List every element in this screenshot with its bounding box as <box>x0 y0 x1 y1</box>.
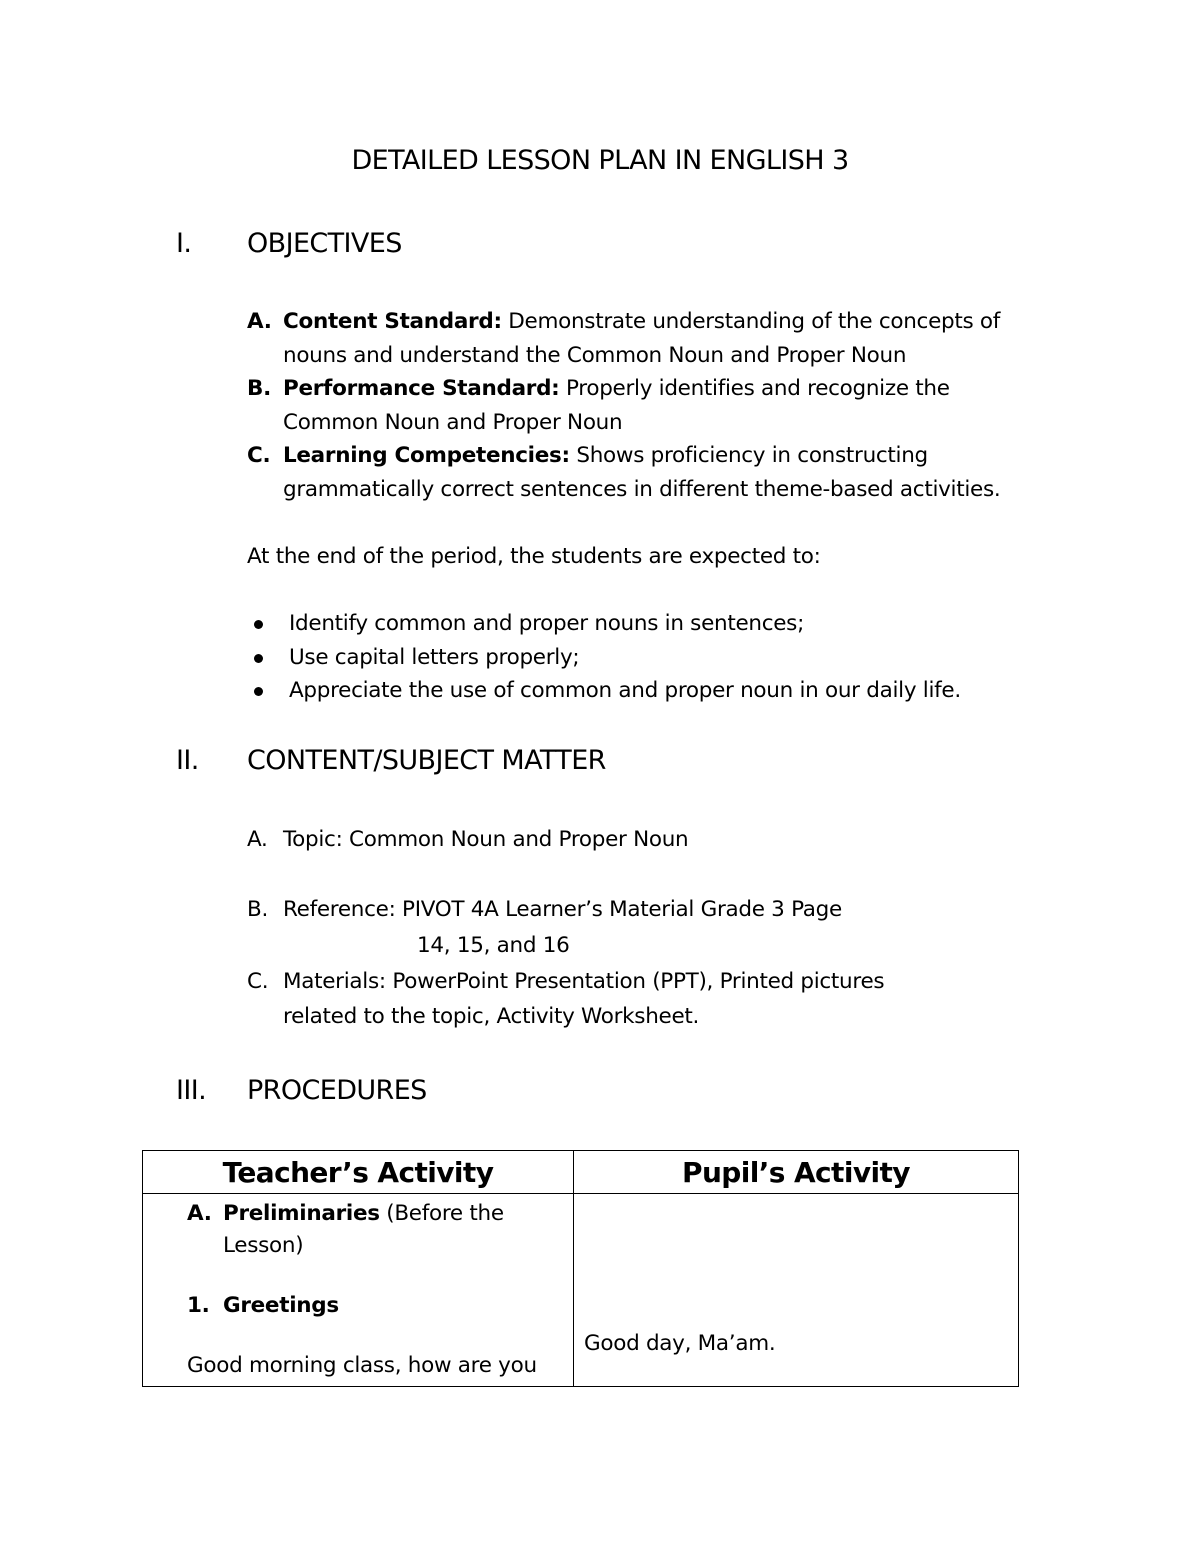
bullet-icon <box>254 687 263 696</box>
pupil-activity-cell <box>574 1194 1019 1387</box>
section-1-title: OBJECTIVES <box>247 228 402 259</box>
subject-topic-label: A. <box>247 827 268 852</box>
section-3-numeral: III. <box>176 1075 207 1106</box>
content-standard-text: Demonstrate understanding of the concepts of <box>501 309 1001 334</box>
learning-competencies <box>247 439 1067 507</box>
procedures-table <box>142 1150 1019 1387</box>
greetings-label: 1. <box>187 1293 210 1318</box>
learning-competencies-text-cont: grammatically correct sentences in different theme-based activities. <box>283 477 1001 502</box>
content-standard <box>247 305 1067 373</box>
content-standard-text-cont: nouns and understand the Common Noun and Proper Noun <box>283 343 907 368</box>
preliminaries-text: (Before the <box>379 1201 504 1226</box>
objective-bullet-1: Identify common and proper nouns in sentences; <box>289 611 805 636</box>
bullet-icon <box>254 654 263 663</box>
bullet-icon <box>254 620 263 629</box>
learning-competencies-term: Learning Competencies: <box>283 443 570 468</box>
subject-topic <box>247 823 1067 857</box>
learning-competencies-label: C. <box>247 443 271 468</box>
teacher-greeting-text: Good morning class, how are you <box>187 1353 537 1378</box>
subject-materials <box>247 965 1067 1035</box>
pupil-activity-header: Pupil’s Activity <box>574 1151 1019 1194</box>
preliminaries-text-cont: Lesson) <box>223 1233 304 1258</box>
table-row <box>143 1194 1019 1387</box>
subject-materials-text-cont: related to the topic, Activity Worksheet. <box>283 1004 700 1029</box>
performance-standard-text: Properly identifies and recognize the <box>559 376 950 401</box>
preliminaries-term: Preliminaries <box>223 1201 380 1226</box>
objectives-intro: At the end of the period, the students are expected to: <box>247 544 821 569</box>
section-3-title: PROCEDURES <box>247 1075 427 1106</box>
content-standard-term: Content Standard: <box>283 309 502 334</box>
content-standard-label: A. <box>247 309 272 334</box>
performance-standard-text-cont: Common Noun and Proper Noun <box>283 410 623 435</box>
subject-materials-label: C. <box>247 969 269 994</box>
teacher-activity-cell <box>143 1194 574 1387</box>
preliminaries-label: A. <box>187 1201 212 1226</box>
pupil-response-text: Good day, Ma’am. <box>584 1331 776 1356</box>
subject-materials-text: Materials: PowerPoint Presentation (PPT), Printed pictures <box>283 969 885 994</box>
learning-competencies-text: Shows proficiency in constructing <box>569 443 928 468</box>
table-header-row <box>143 1151 1019 1194</box>
performance-standard <box>247 372 1067 440</box>
performance-standard-label: B. <box>247 376 271 401</box>
subject-reference-label: B. <box>247 897 268 922</box>
subject-reference-text-cont: 14, 15, and 16 <box>417 933 570 958</box>
subject-topic-text: Topic: Common Noun and Proper Noun <box>283 827 689 852</box>
greetings-term: Greetings <box>223 1293 339 1318</box>
teacher-activity-header: Teacher’s Activity <box>143 1151 574 1194</box>
subject-reference-text: Reference: PIVOT 4A Learner’s Material Grade 3 Page <box>283 897 842 922</box>
performance-standard-term: Performance Standard: <box>283 376 560 401</box>
section-2-title: CONTENT/SUBJECT MATTER <box>247 745 606 776</box>
document-title: DETAILED LESSON PLAN IN ENGLISH 3 <box>351 145 849 176</box>
subject-reference <box>247 893 1067 963</box>
section-1-numeral: I. <box>176 228 192 259</box>
section-2-numeral: II. <box>176 745 199 776</box>
objective-bullet-3: Appreciate the use of common and proper noun in our daily life. <box>289 678 961 703</box>
objective-bullet-2: Use capital letters properly; <box>289 645 580 670</box>
